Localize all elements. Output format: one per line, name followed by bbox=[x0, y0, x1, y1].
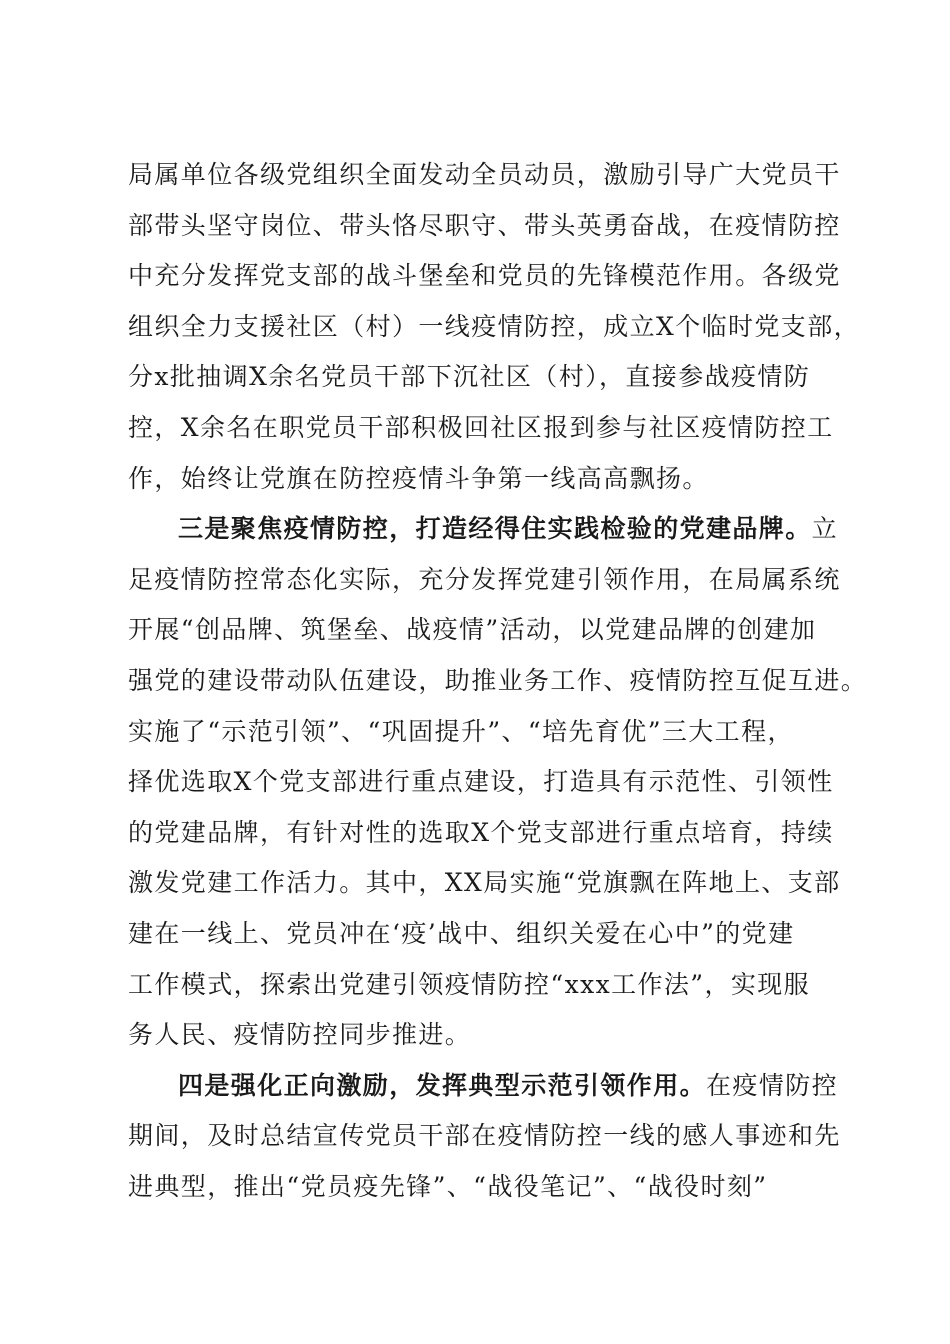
text-line: 控，X余名在职党员干部积极回社区报到参与社区疫情防控工 bbox=[128, 412, 834, 442]
text-line: 部带头坚守岗位、带头恪尽职守、带头英勇奋战，在疫情防控 bbox=[128, 210, 841, 240]
paragraph-first-line bbox=[128, 504, 839, 555]
text-line: 开展“创品牌、筑堡垒、战疫情”活动，以党建品牌的创建加 bbox=[128, 615, 817, 645]
text-line: 足疫情防控常态化实际，充分发挥党建引领作用，在局属系统 bbox=[128, 564, 841, 594]
text-line: 实施了“示范引领”、“巩固提升”、“培先育优”三大工程， bbox=[128, 716, 794, 746]
text-line: 局属单位各级党组织全面发动全员动员，激励引导广大党员干 bbox=[128, 160, 841, 189]
paragraph-3 bbox=[128, 1061, 841, 1213]
text-line: 建在一线上、党员冲在‘疫’战中、组织关爱在心中”的党建 bbox=[128, 918, 795, 948]
text-line: 期间，及时总结宣传党员干部在疫情防控一线的感人事迹和先 bbox=[128, 1121, 841, 1151]
text-line: 进典型，推出“党员疫先锋”、“战役笔记”、“战役时刻” bbox=[128, 1171, 768, 1201]
text-line: 中充分发挥党支部的战斗堡垒和党员的先锋模范作用。各级党 bbox=[128, 261, 841, 291]
text-line: 工作模式，探索出党建引领疫情防控“xxx工作法”，实现服 bbox=[128, 969, 811, 999]
paragraph-2 bbox=[128, 504, 868, 1061]
paragraph-heading: 三是聚焦疫情防控，打造经得住实践检验的党建品牌。 bbox=[178, 514, 812, 544]
text-line: 务人民、疫情防控同步推进。 bbox=[128, 1020, 472, 1050]
text-line: 作，始终让党旗在防控疫情斗争第一线高高飘扬。 bbox=[128, 463, 709, 493]
paragraph-1 bbox=[128, 150, 861, 504]
text-run: 在疫情防控 bbox=[706, 1070, 839, 1100]
text-run: 立 bbox=[811, 514, 839, 544]
paragraph-first-line bbox=[128, 1061, 839, 1112]
text-line: 择优选取X个党支部进行重点建设，打造具有示范性、引领性 bbox=[128, 767, 834, 797]
text-line: 强党的建设带动队伍建设，助推业务工作、疫情防控互促互进。 bbox=[128, 665, 868, 695]
text-line: 分x批抽调X余名党员干部下沉社区（村），直接参战疫情防 bbox=[128, 362, 811, 392]
text-line: 的党建品牌，有针对性的选取X个党支部进行重点培育，持续 bbox=[128, 817, 834, 847]
text-line: 激发党建工作活力。其中，XX局实施“党旗飘在阵地上、支部 bbox=[128, 868, 841, 898]
document-body bbox=[128, 150, 868, 1212]
text-line: 组织全力支援社区（村）一线疫情防控，成立X个临时党支部， bbox=[128, 311, 861, 341]
paragraph-heading: 四是强化正向激励，发挥典型示范引领作用。 bbox=[178, 1070, 707, 1100]
